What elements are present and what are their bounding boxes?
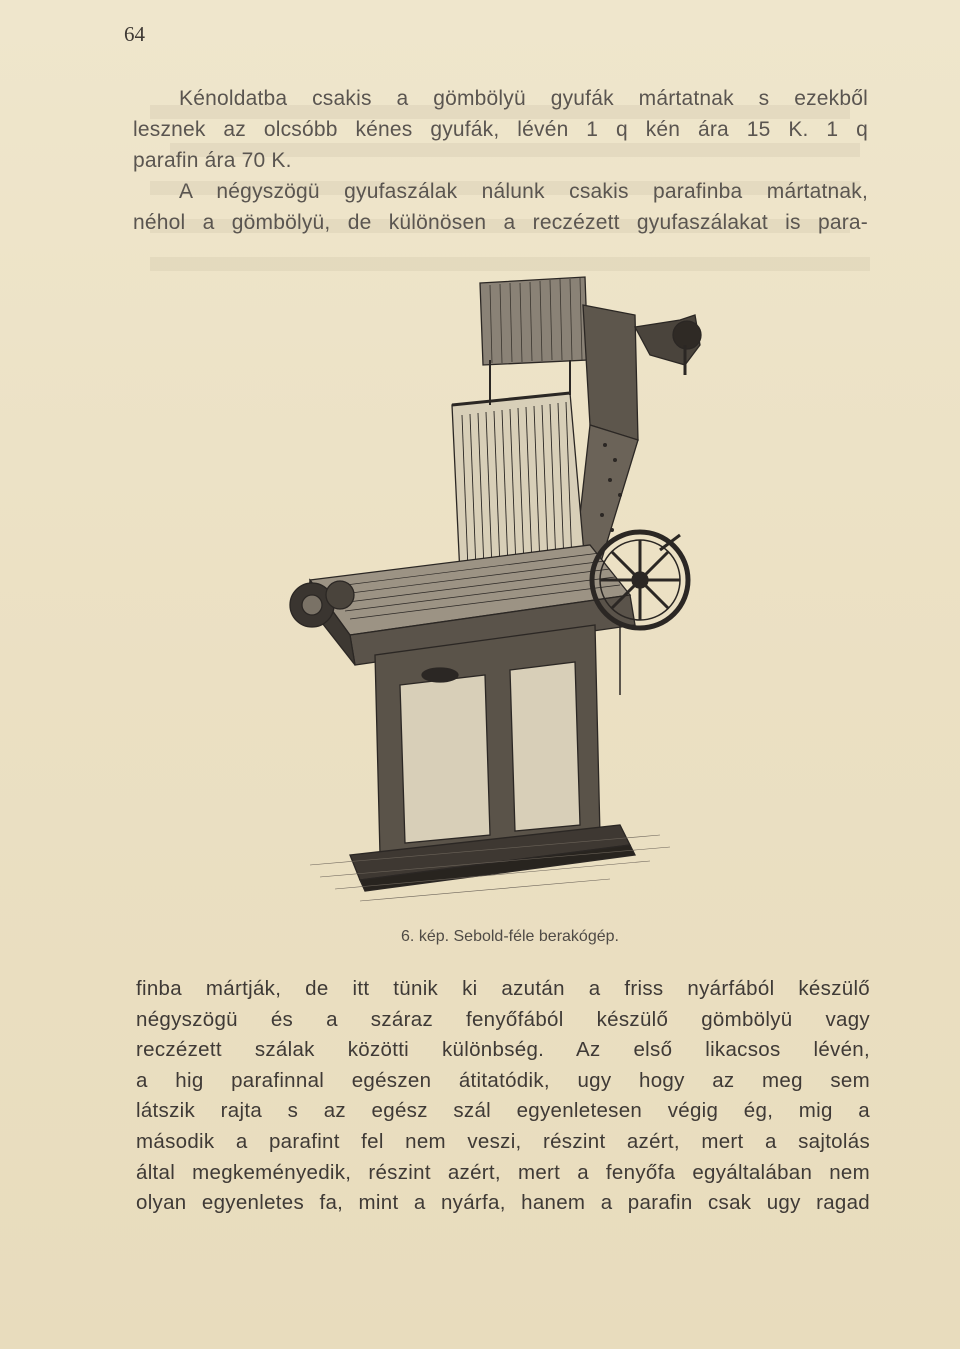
machine-hand-wheel <box>592 532 688 695</box>
text-line: lesznek az olcsóbb kénes gyufák, lévén 1 q kén ára 15 K. 1 q <box>133 118 868 141</box>
text-line: Kénoldatba csakis a gömbölyü gyufák mártatnak s ezekből <box>179 87 868 110</box>
text-line: néhol a gömbölyü, de különösen a reczézett gyufaszálakat is para- <box>133 211 868 234</box>
paragraph-top <box>133 83 868 238</box>
text-line: látszik rajta s az egész szál egyenletesen végig ég, mig a <box>136 1099 870 1123</box>
machine-stand <box>350 625 635 891</box>
text-line: parafin ára 70 K. <box>133 149 292 172</box>
text-line: olyan egyenletes fa, mint a nyárfa, hanem a parafin csak ugy ragad <box>136 1191 870 1215</box>
figure-caption-text: 6. kép. Sebold-féle berakógép. <box>401 928 619 945</box>
text-line: a hig parafinnal egészen átitatódik, ugy hogy az meg sem <box>136 1068 870 1092</box>
text-line: négyszögü és a száraz fenyőfából készülő gömbölyü vagy <box>136 1007 870 1031</box>
paragraph-bottom <box>136 974 870 1219</box>
text-line: második a parafint fel nem veszi, részint azért, mert a sajtolás <box>136 1129 870 1153</box>
text-line: A négyszögü gyufaszálak nálunk csakis parafinba mártatnak, <box>179 180 868 203</box>
figure-caption <box>0 928 960 946</box>
text-line: által megkeményedik, részint azért, mert a fenyőfa egyáltalában nem <box>136 1160 870 1184</box>
machine-illustration <box>190 265 730 915</box>
text-line: reczézett szálak közötti különbség. Az első likacsos lévén, <box>136 1038 870 1062</box>
text-line: finba mártják, de itt tünik ki azután a friss nyárfából készülő <box>136 977 870 1000</box>
page-number: 64 <box>124 22 145 46</box>
machine-stick-frame <box>452 360 585 575</box>
